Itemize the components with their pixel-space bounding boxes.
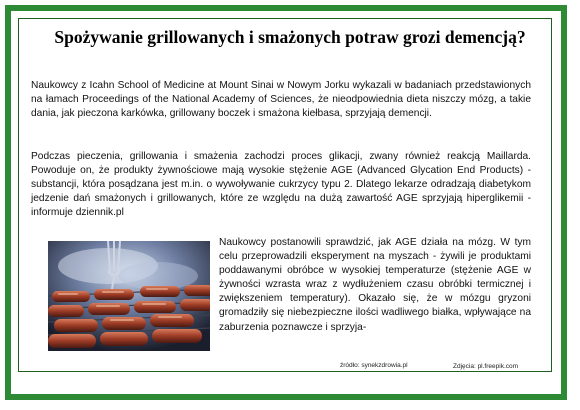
paragraph-1: Naukowcy z Icahn School of Medicine at Mount Sinai w Nowym Jorku wykazali w badaniach przedstawionych na łamach Proceedings of the National Academy of Sciences, że nieodpowiednia dieta niszczy mózg, a takie dania, jak pieczona karkówka, grillowany boczek i smażona kiełbasa, sprzyjają demencji. [31,80,531,120]
paragraph-2: Podczas pieczenia, grillowania i smażenia zachodzi proces glikacji, zwany również reakcją Maillarda. Powoduje on, że produkty żywnościowe mają wysokie stężenie AGE (Advanced Glycation End Products) - substancji, która posądzana jest m.in. o wywoływanie cukrzycy typu 2. Dlatego lekarze odradzają diabetykom jedzenie dań smażonych i grillowanych, które ze względu na dużą zawartość AGE sprzyjają hiperglikemii - informuje dziennik.pl [31,151,531,219]
page-title: Spożywanie grillowanych i smażonych potraw grozi demencją? [54,27,526,47]
paragraph-3: Naukowcy postanowili sprawdzić, jak AGE działa na mózg. W tym celu przeprowadzili eksperyment na myszach - żywili je produktami poddawanymi obróbce w wysokiej temperaturze (stężenie AGE w żywności wzrasta wraz z wydłużeniem czasu obróbki termicznej i zwiększeniem temperatury). Okazało się, że w mózgu gryzoni gromadziły się niebezpieczne ilości wadliwego białka, wpływające na zaburzenia poznawcze i sprzyja- [219,237,531,333]
grill-photo [48,241,210,351]
photo-credit: Zdjęcia: pl.freepik.com [453,363,519,370]
source-credit: źródło: synekzdrowia.pl [340,362,408,369]
